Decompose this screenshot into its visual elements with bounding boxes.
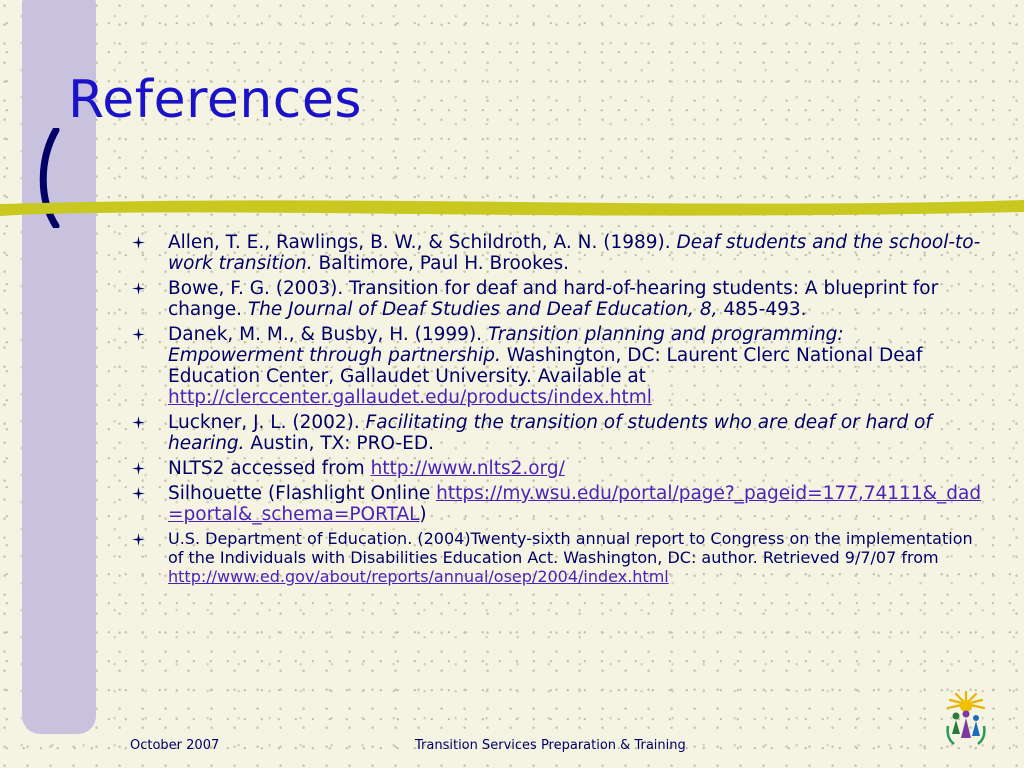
- compass-star-icon: [132, 328, 145, 341]
- reference-link[interactable]: http://www.ed.gov/about/reports/annual/osep/2004/index.html: [168, 567, 669, 586]
- reference-title: Facilitating the transition of students who are deaf or hard of hearing.: [168, 412, 932, 454]
- reference-pages: 485-493.: [717, 299, 807, 320]
- list-item: [132, 529, 982, 586]
- page-title: References: [68, 70, 362, 130]
- reference-closing-paren: ): [419, 504, 427, 525]
- reference-author: Luckner, J. L. (2002).: [168, 412, 366, 433]
- footer-title: Transition Services Preparation & Training: [415, 738, 686, 753]
- reference-publisher: Austin, TX: PRO-ED.: [244, 433, 434, 454]
- people-sun-logo: [942, 690, 990, 748]
- reference-title: Transition planning and programming: Empowerment through partnership.: [168, 324, 844, 366]
- reference-text: Silhouette (Flashlight Online: [168, 483, 437, 504]
- reference-link[interactable]: http://www.nlts2.org/: [370, 458, 565, 479]
- reference-link[interactable]: http://clerccenter.gallaudet.edu/products/index.html: [168, 387, 652, 408]
- list-item: [132, 324, 982, 408]
- reference-text: Bowe, F. G. (2003). Transition for deaf and hard-of-hearing students: A blueprint for change.: [168, 278, 939, 320]
- reference-journal: The Journal of Deaf Studies and Deaf Education, 8,: [247, 299, 718, 320]
- compass-star-icon: [132, 462, 145, 475]
- compass-star-icon: [132, 416, 145, 429]
- list-item: [132, 278, 982, 320]
- green-divider-bar: [0, 196, 1024, 222]
- compass-star-icon: [132, 282, 145, 295]
- reference-list: [132, 232, 982, 590]
- reference-author: Allen, T. E., Rawlings, B. W., & Schildroth, A. N. (1989).: [168, 232, 677, 253]
- reference-link[interactable]: https://my.wsu.edu/portal/page?_pageid=177,74111&_dad=portal&_schema=PORTAL: [168, 483, 982, 525]
- reference-text: NLTS2 accessed from: [168, 458, 371, 479]
- reference-text: U.S. Department of Education. (2004)Twenty-sixth annual report to Congress on the implementation of the Individuals with Disabilities Education Act. Washington, DC: author. Retrieved 9/7/07 from: [168, 529, 973, 567]
- compass-star-icon: [132, 487, 145, 500]
- list-item: [132, 483, 982, 525]
- compass-star-icon: [132, 236, 145, 249]
- reference-author: Danek, M. M., & Busby, H. (1999).: [168, 324, 488, 345]
- reference-publisher: Washington, DC: Laurent Clerc National Deaf Education Center, Gallaudet University. Available at: [168, 345, 923, 387]
- footer-date: October 2007: [130, 738, 220, 753]
- list-item: [132, 458, 982, 479]
- compass-star-icon: [132, 533, 145, 546]
- reference-title: Deaf students and the school-to-work transition.: [168, 232, 981, 274]
- reference-publisher: Baltimore, Paul H. Brookes.: [312, 253, 570, 274]
- list-item: [132, 412, 982, 454]
- list-item: [132, 232, 982, 274]
